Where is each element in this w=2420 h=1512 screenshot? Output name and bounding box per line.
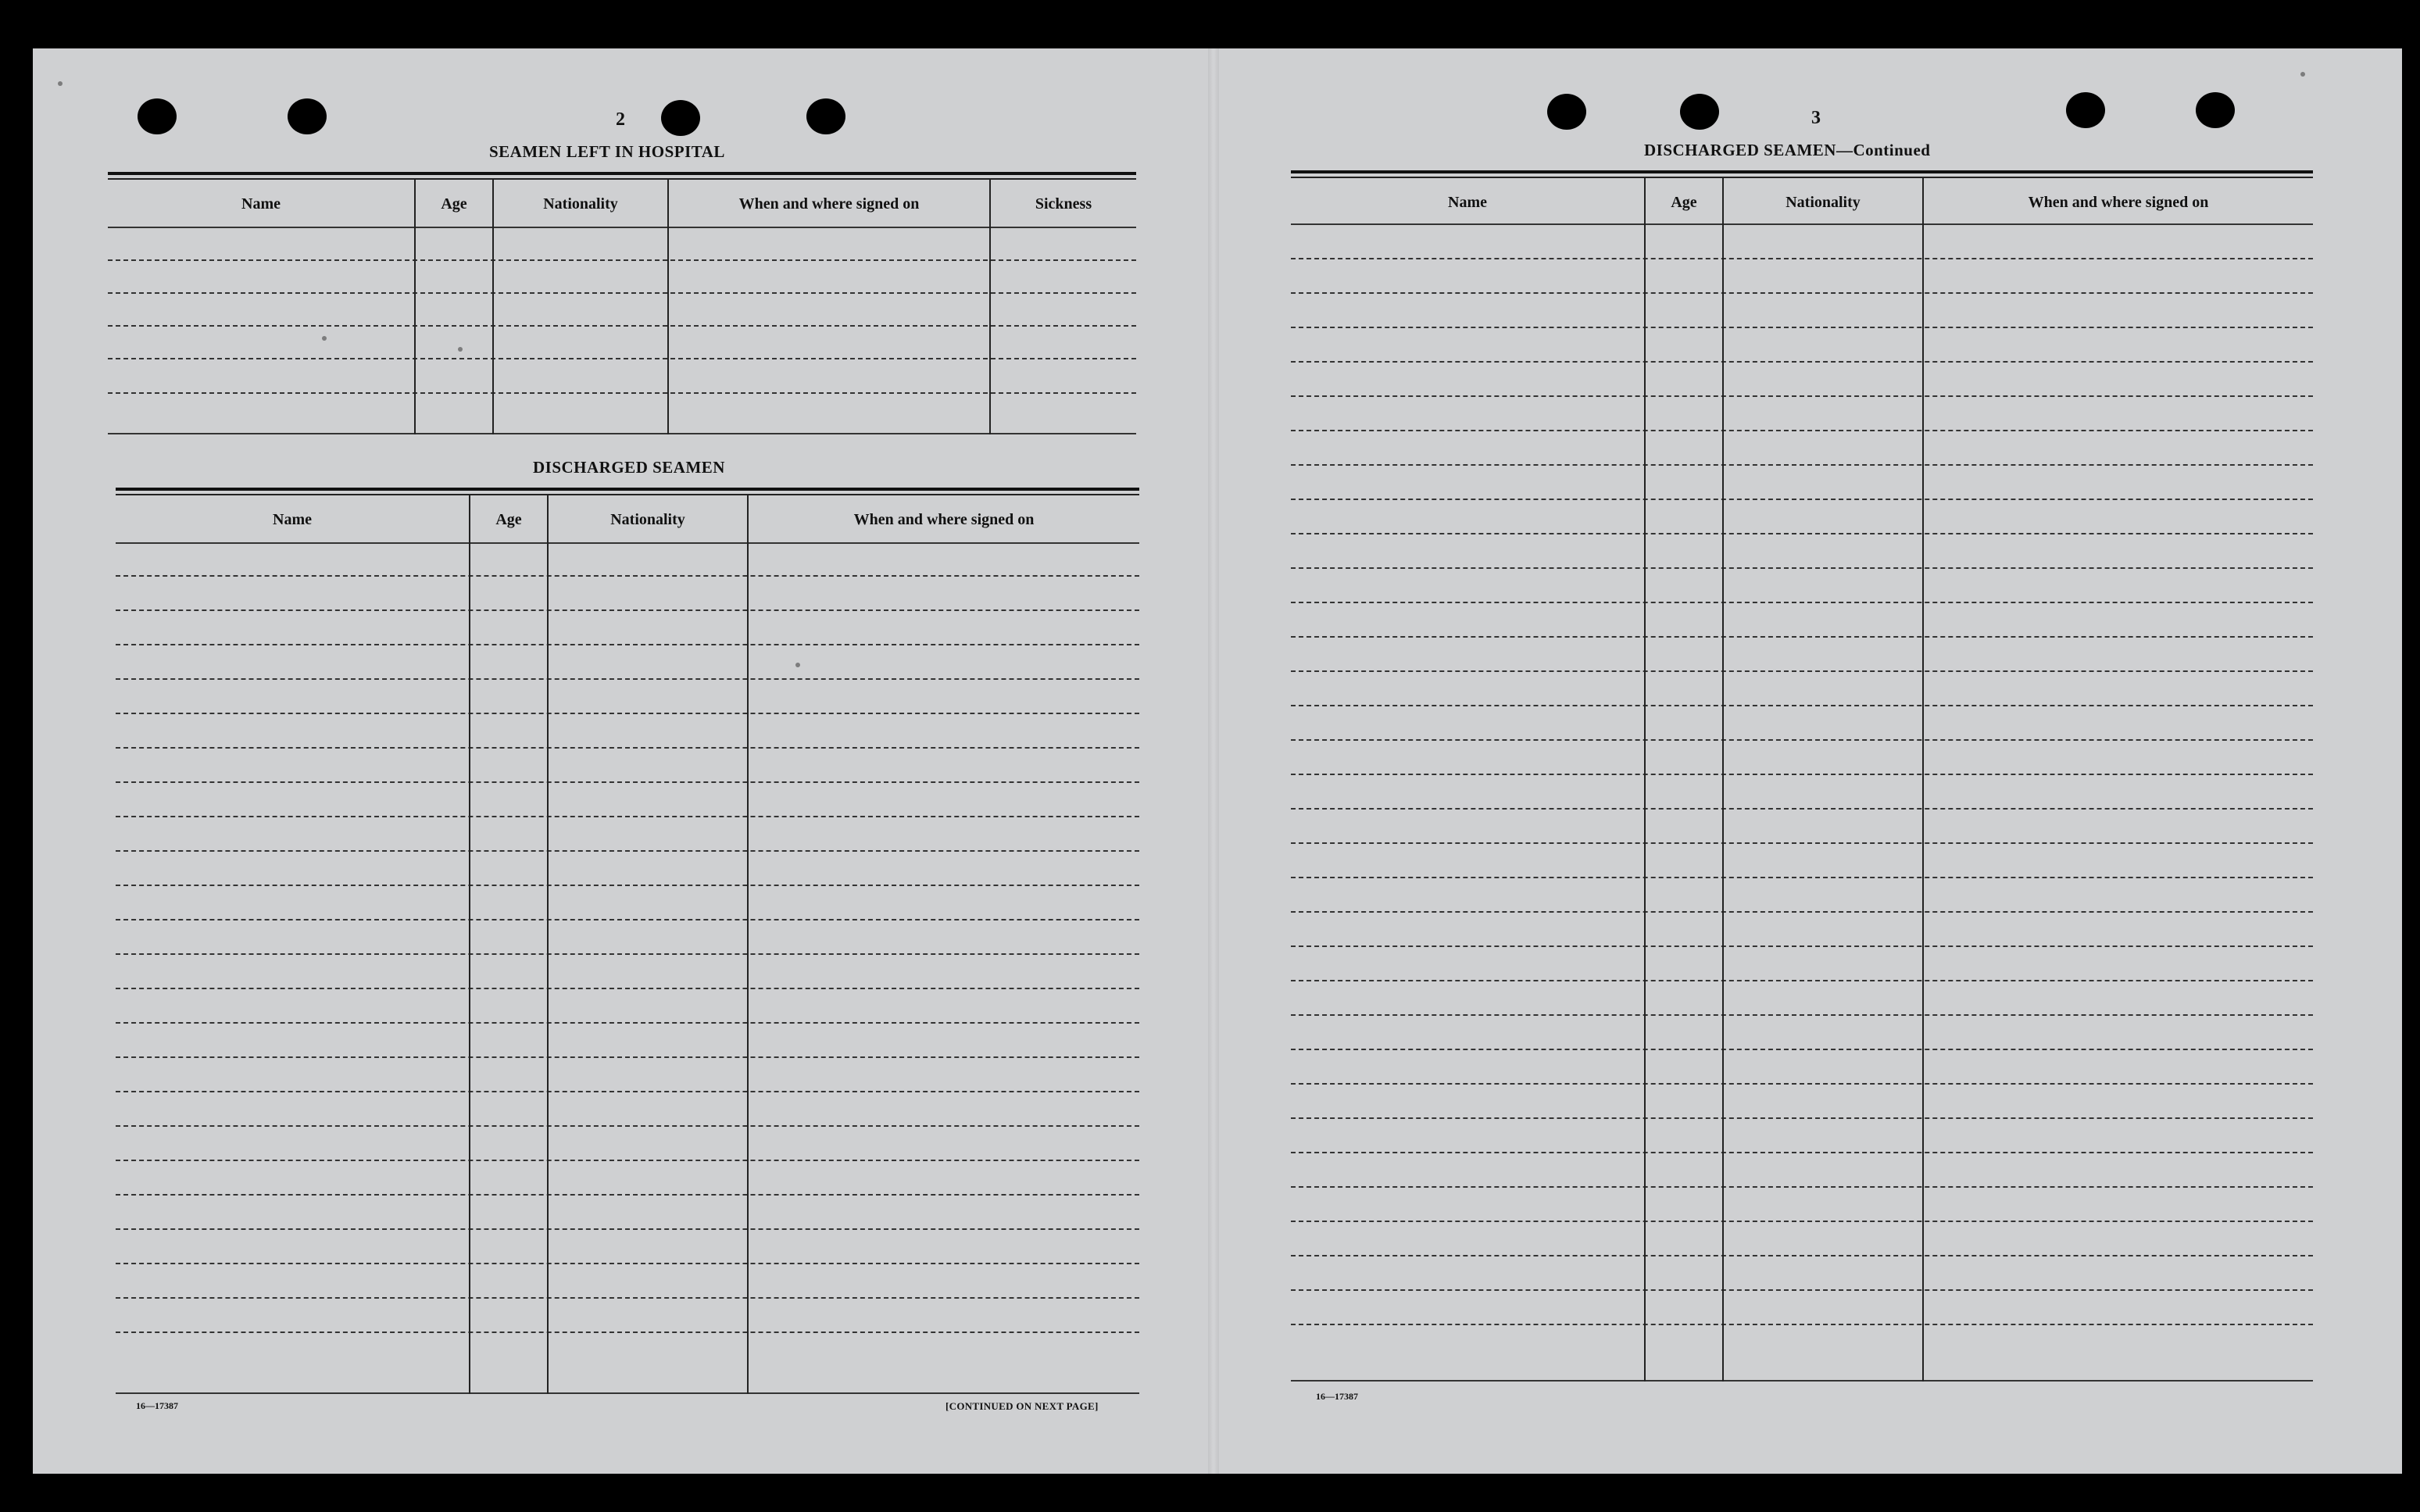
header-nationality: Nationality [543,195,618,213]
page-number-right: 3 [1811,108,1821,128]
header-age: Age [1671,193,1697,211]
form-number-right: 16—17387 [1316,1391,1358,1402]
page-gutter [1208,48,1219,1474]
header-name: Name [1448,193,1487,211]
punch-hole [661,100,700,136]
header-nationality: Nationality [1786,193,1861,211]
header-when-where: When and where signed on [853,510,1035,528]
header-name: Name [273,510,312,528]
header-nationality: Nationality [610,510,685,528]
punch-hole [138,98,177,134]
hospital-ledger [108,172,1136,438]
continued-suffix: —Continued [1836,141,1931,159]
page-number-left: 2 [616,109,625,130]
form-number-left: 16—17387 [136,1400,178,1411]
header-name: Name [241,195,281,213]
discharged-ledger-left [116,488,1139,1396]
discharged-continued-main: DISCHARGED SEAMEN [1644,141,1836,159]
punch-hole [2066,92,2105,128]
header-when-where: When and where signed on [2028,193,2209,211]
header-age: Age [495,510,522,528]
scan-speck [58,81,63,86]
punch-hole [288,98,327,134]
punch-hole [1680,94,1719,130]
discharged-section-title: DISCHARGED SEAMEN [533,458,725,477]
continued-note: [CONTINUED ON NEXT PAGE] [945,1400,1099,1412]
header-sickness: Sickness [1035,195,1092,213]
punch-hole [1547,94,1586,130]
scan-speck [2300,72,2305,77]
punch-hole [806,98,845,134]
discharged-continued-title [1644,141,1930,160]
discharged-ledger-right [1291,170,2313,1386]
hospital-section-title: SEAMEN LEFT IN HOSPITAL [489,142,725,161]
header-age: Age [441,195,467,213]
punch-hole [2196,92,2235,128]
header-when-where: When and where signed on [738,195,920,213]
